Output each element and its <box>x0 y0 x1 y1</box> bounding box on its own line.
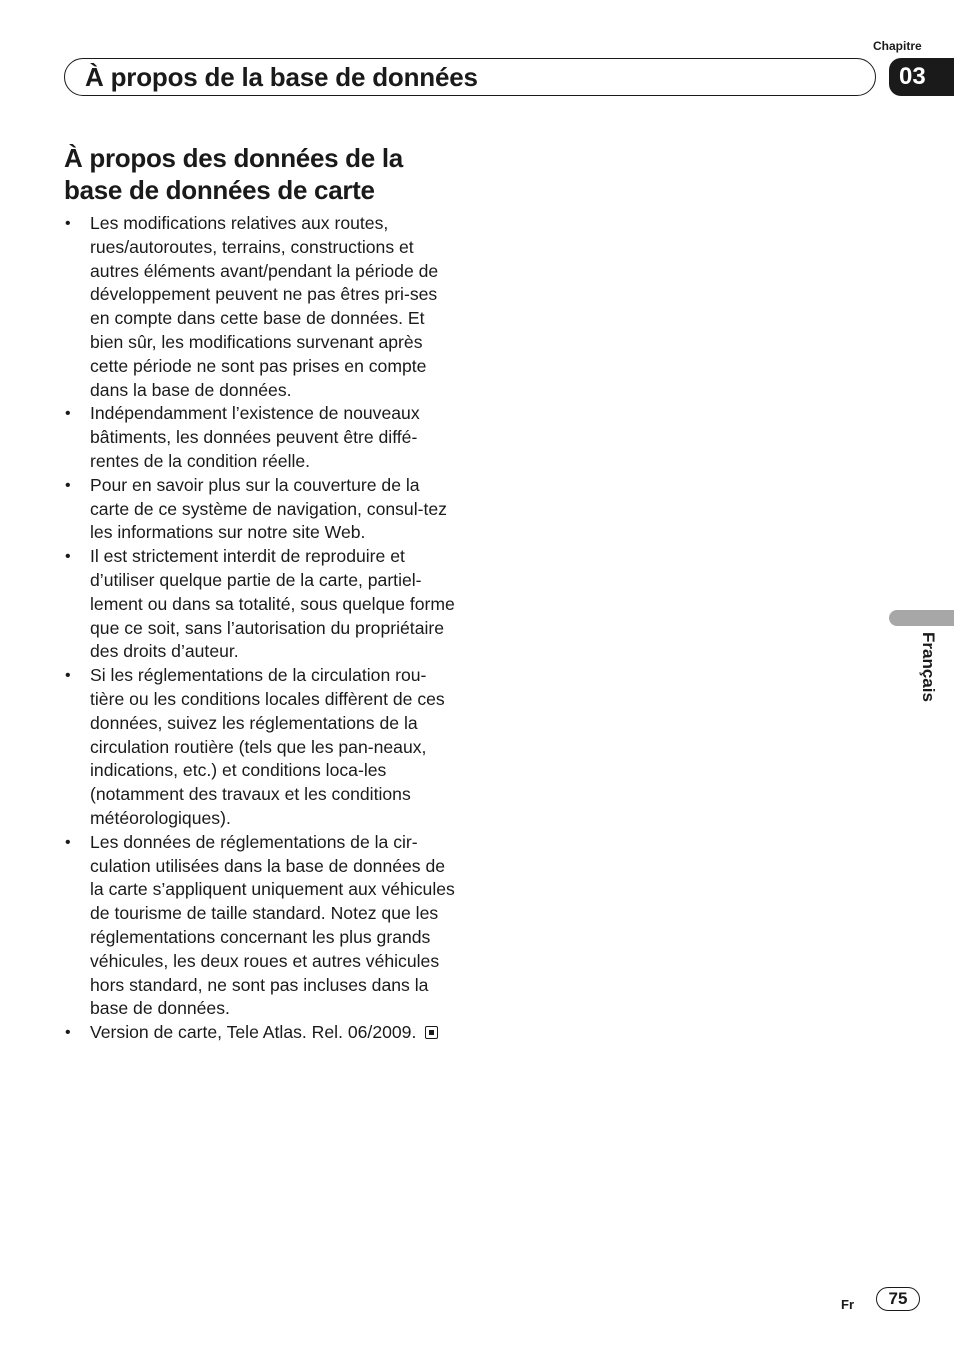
footer-language-code: Fr <box>841 1297 854 1312</box>
list-item-text: Il est strictement interdit de reproduire et d’utiliser quelque partie de la carte, partiel-lement ou dans sa totalité, sous quelque forme que ce soit, sans l’autorisation du propriétaire des droits d’auteur. <box>90 546 455 662</box>
bullet-icon: • <box>65 1024 71 1042</box>
end-of-section-icon <box>425 1026 438 1039</box>
bullet-icon: • <box>65 405 71 423</box>
bullet-icon: • <box>65 833 71 851</box>
bullet-list <box>64 212 456 1045</box>
chapter-title: À propos de la base de données <box>85 61 478 92</box>
list-item <box>64 831 456 1021</box>
list-item-text: Les données de réglementations de la cir-culation utilisées dans la base de données de la carte s’appliquent uniquement aux véhicules de tourisme de taille standard. Notez que les réglementations concernant les plus grands véhicules, les deux roues et autres véhicules hors standard, ne sont pas incluses dans la base de données. <box>90 831 455 1019</box>
chapter-label: Chapitre <box>873 39 922 53</box>
bullet-icon: • <box>65 667 71 685</box>
list-item-text: Version de carte, Tele Atlas. Rel. 06/2009. <box>90 1022 417 1043</box>
bullet-icon: • <box>65 476 71 494</box>
list-item <box>64 474 456 545</box>
language-tab <box>889 610 954 626</box>
list-item-text: Les modifications relatives aux routes, rues/autoroutes, terrains, constructions et autres éléments avant/pendant la période de développement peuvent ne pas êtres pri-ses en compte dans cette base de données. Et bien sûr, les modifications survenant après cette période ne sont pas prises en compte dans la base de données. <box>90 213 439 400</box>
section-title: À propos des données de la base de données de carte <box>64 143 403 205</box>
bullet-icon: • <box>65 215 71 232</box>
bullet-icon: • <box>65 548 71 566</box>
list-item-text: Si les réglementations de la circulation rou-tière ou les conditions locales diffèrent de ces données, suivez les réglementations de la circulation routière (tels que les pan-neaux, indications, etc.) et conditions loca-les (notamment des travaux et les conditions météorologiques). <box>90 665 445 828</box>
list-item <box>64 212 456 402</box>
language-label: Français <box>919 632 938 702</box>
list-item <box>64 402 456 473</box>
chapter-header-bar <box>64 58 876 96</box>
list-item <box>64 1021 456 1045</box>
page-number: 75 <box>876 1287 920 1311</box>
chapter-number-badge: 03 <box>889 58 954 96</box>
list-item-text: Pour en savoir plus sur la couverture de la carte de ce système de navigation, consul-tez les informations sur notre site Web. <box>90 474 447 543</box>
list-item <box>64 545 456 664</box>
list-item <box>64 664 456 831</box>
list-item-text: Indépendamment l’existence de nouveaux bâtiments, les données peuvent être diffé-rentes de la condition réelle. <box>90 403 420 471</box>
